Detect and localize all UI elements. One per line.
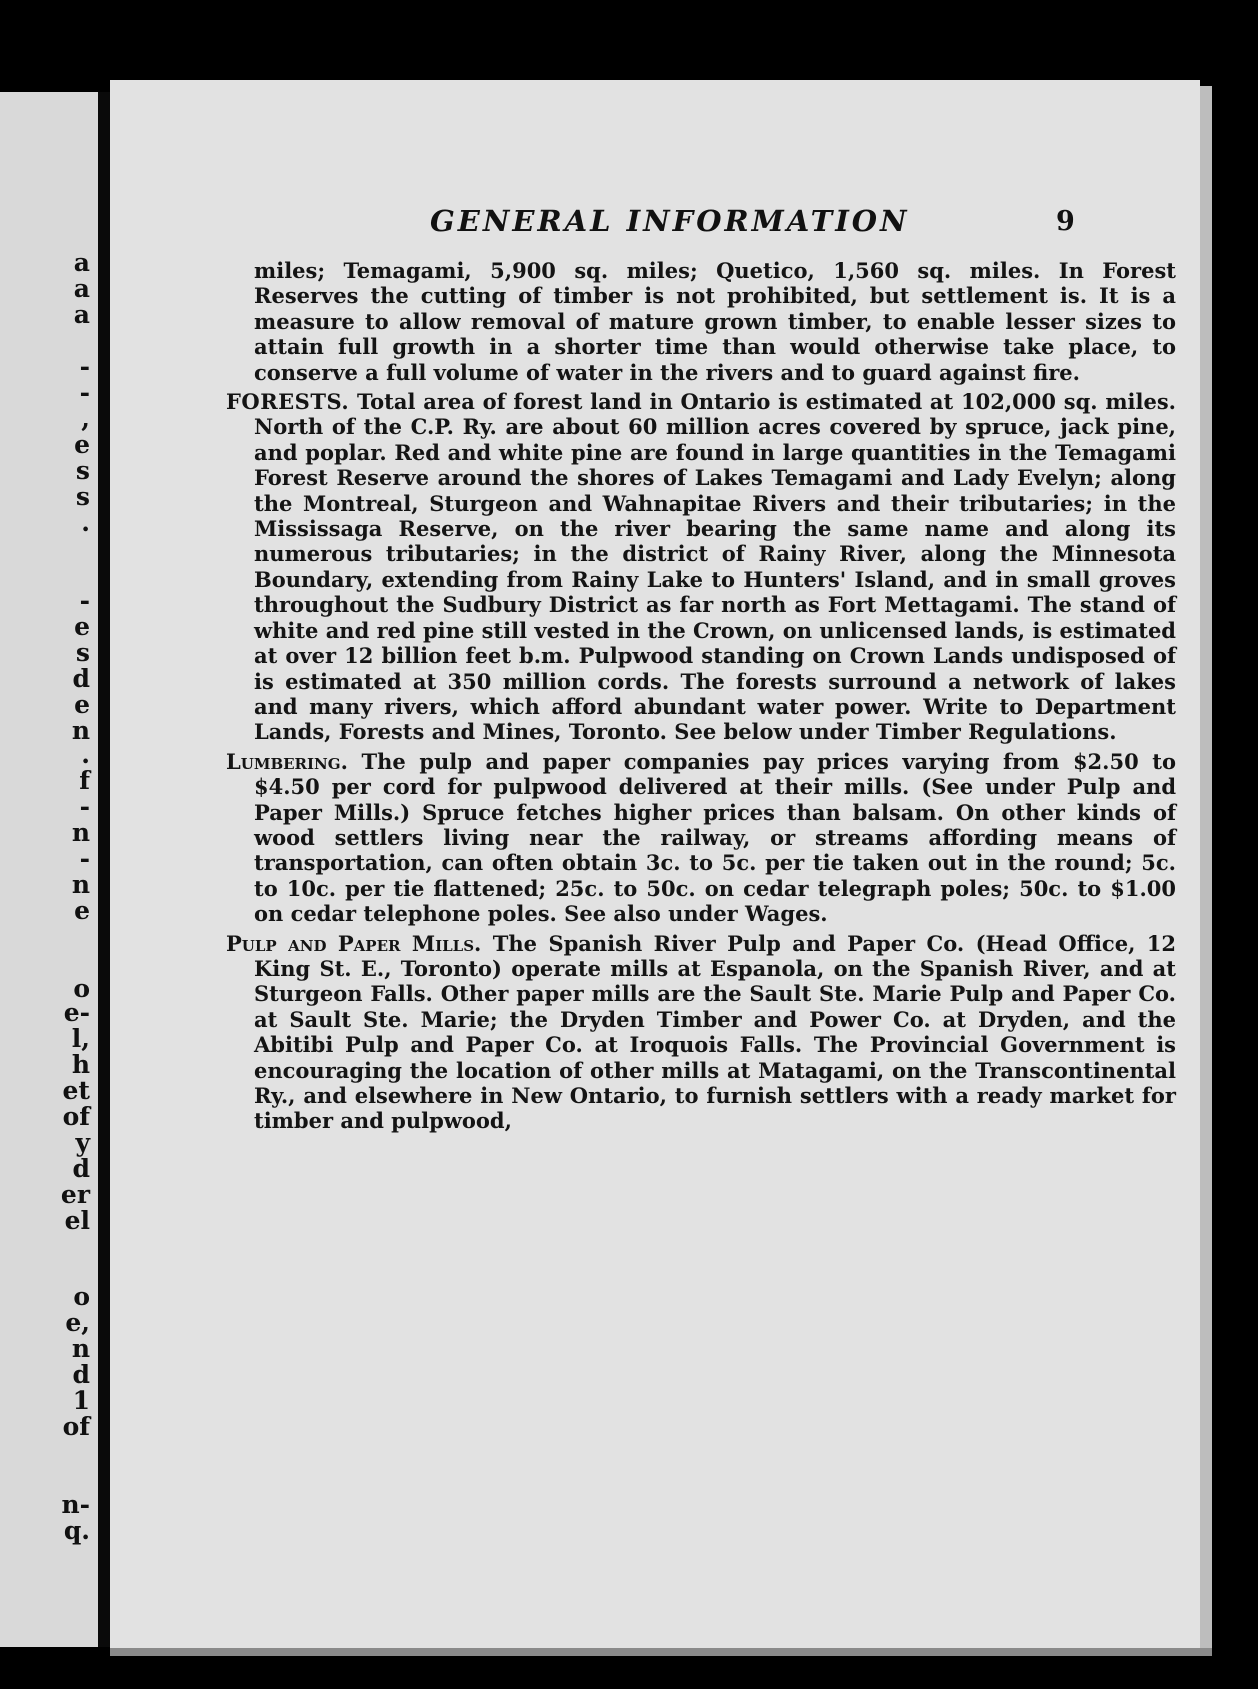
left-page-text-fragment: 1	[72, 1386, 90, 1415]
entry-term: Pulp and Paper Mills.	[226, 930, 482, 956]
left-page-text-fragment: h	[71, 1050, 90, 1079]
entry-term: Lumbering.	[226, 748, 348, 774]
left-page-text-fragment: a	[73, 248, 90, 277]
left-page-text-fragment: .	[81, 740, 90, 769]
left-page-text-fragment: d	[72, 664, 90, 693]
left-page-text-fragment: n-	[61, 1490, 90, 1519]
left-page-text-fragment: .	[81, 508, 90, 537]
left-page-text-fragment: -	[79, 792, 90, 821]
entry-text: The Spanish River Pulp and Paper Co. (Head Office, 12 King St. E., Toronto) operate mills at Espanola, on the Spanish River, and at Sturgeon Falls. Other paper mills are the Sault Ste. Marie Pulp and Paper Co. at Sault Ste. Marie; the Dryden Timber and Power Co. at Dryden, and the Abitibi Pulp and Paper Co. at Iroquois Falls. The Provincial Government is encouraging the location of other mills at Matagami, on the Transcontinental Ry., and elsewhere in New Ontario, to furnish settlers with a ready market for timber and pulpwood,	[254, 930, 1176, 1134]
left-page-text-fragment: o	[73, 1282, 90, 1311]
left-page-text-fragment: el	[64, 1206, 90, 1235]
left-page-text-fragment: q.	[63, 1516, 90, 1545]
left-page-text-fragment: d	[72, 1154, 90, 1183]
left-page-text-fragment: -	[79, 586, 90, 615]
left-page-text-fragment: l,	[71, 1024, 90, 1053]
left-page-text-fragment: d	[72, 1360, 90, 1389]
left-page-text-fragment: n	[71, 870, 90, 899]
left-page-text-fragment: e	[74, 612, 90, 641]
left-page-text-fragment: -	[79, 378, 90, 407]
left-page-text-fragment: a	[73, 300, 90, 329]
running-header: GENERAL INFORMATION	[430, 204, 910, 238]
left-page-text-fragment: s	[75, 482, 90, 511]
left-page-text-fragment: n	[71, 1334, 90, 1363]
page-number: 9	[1056, 206, 1075, 237]
forests-entry	[226, 389, 1176, 745]
left-page-text-fragment: o	[73, 974, 90, 1003]
left-page-text-fragment: e	[74, 896, 90, 925]
left-page-text-fragment: e	[74, 430, 90, 459]
left-page-text-fragment: -	[79, 352, 90, 381]
left-page-text-fragment: a	[73, 274, 90, 303]
left-page-text-fragment: n	[71, 818, 90, 847]
left-page-text-fragment: n	[71, 716, 90, 745]
book-page	[110, 80, 1200, 1648]
page-body	[226, 258, 1176, 1134]
left-page-text-fragment: et	[62, 1076, 90, 1105]
left-page-text-fragment: er	[60, 1180, 90, 1209]
left-page-text-fragment: of	[62, 1412, 90, 1441]
left-page-text-fragment: s	[75, 456, 90, 485]
page-bottom-edge	[110, 1648, 1212, 1656]
paragraph-text: miles; Temagami, 5,900 sq. miles; Quetico, 1,560 sq. miles. In Forest Reserves the cutting of timber is not prohibited, but settlement is. It is a measure to allow removal of mature grown timber, to enable lesser sizes to attain full growth in a shorter time than would otherwise take place, to conserve a full volume of water in the rivers and to guard against fire.	[254, 258, 1176, 385]
entry-text: The pulp and paper companies pay prices varying from $2.50 to $4.50 per cord for pulpwood delivered at their mills. (See under Pulp and Paper Mills.) Spruce fetches higher prices than balsam. On other kinds of wood settlers living near the railway, or streams affording means of transportation, can often obtain 3c. to 5c. per tie taken out in the round; 5c. to 10c. per tie flattened; 25c. to 50c. on cedar telegraph poles; 50c. to $1.00 on cedar telephone poles. See also under Wages.	[254, 748, 1177, 927]
previous-page-edge	[0, 92, 98, 1647]
entry-text: Total area of forest land in Ontario is estimated at 102,000 sq. miles. North of the C.P. Ry. are about 60 million acres covered by spruce, jack pine, and poplar. Red and white pine are found in large quantities in the Temagami Forest Reserve around the shores of Lakes Temagami and Lady Evelyn; along the Montreal, Sturgeon and Wahnapitae Rivers and their tributaries; in the Mississaga Reserve, on the river bearing the same name and along its numerous tributaries; in the district of Rainy River, along the Minnesota Boundary, extending from Rainy Lake to Hunters' Island, and in small groves throughout the Sudbury District as far north as Fort Mettagami. The stand of white and red pine still vested in the Crown, on unlicensed lands, is estimated at over 12 billion feet b.m. Pulpwood standing on Crown Lands undisposed of is estimated at 350 million cords. The forests surround a network of lakes and many rivers, which afford abundant water power. Write to Department Lands, Forests and Mines, Toronto. See below under Timber Regulations.	[254, 389, 1176, 745]
left-page-text-fragment: ,	[81, 404, 90, 433]
entry-term: FORESTS.	[226, 389, 350, 415]
lumbering-entry	[226, 749, 1176, 927]
left-page-text-fragment: e-	[63, 998, 90, 1027]
continued-paragraph	[226, 258, 1176, 385]
left-page-text-fragment: s	[75, 638, 90, 667]
left-page-text-fragment: e	[74, 690, 90, 719]
pulp-paper-mills-entry	[226, 931, 1176, 1134]
page-edge	[1200, 86, 1212, 1648]
left-page-text-fragment: of	[62, 1102, 90, 1131]
left-page-text-fragment: -	[79, 844, 90, 873]
left-page-text-fragment: e,	[65, 1308, 90, 1337]
book-spine	[98, 92, 110, 1647]
left-page-text-fragment: f	[79, 766, 90, 795]
left-page-text-fragment: y	[75, 1128, 90, 1157]
